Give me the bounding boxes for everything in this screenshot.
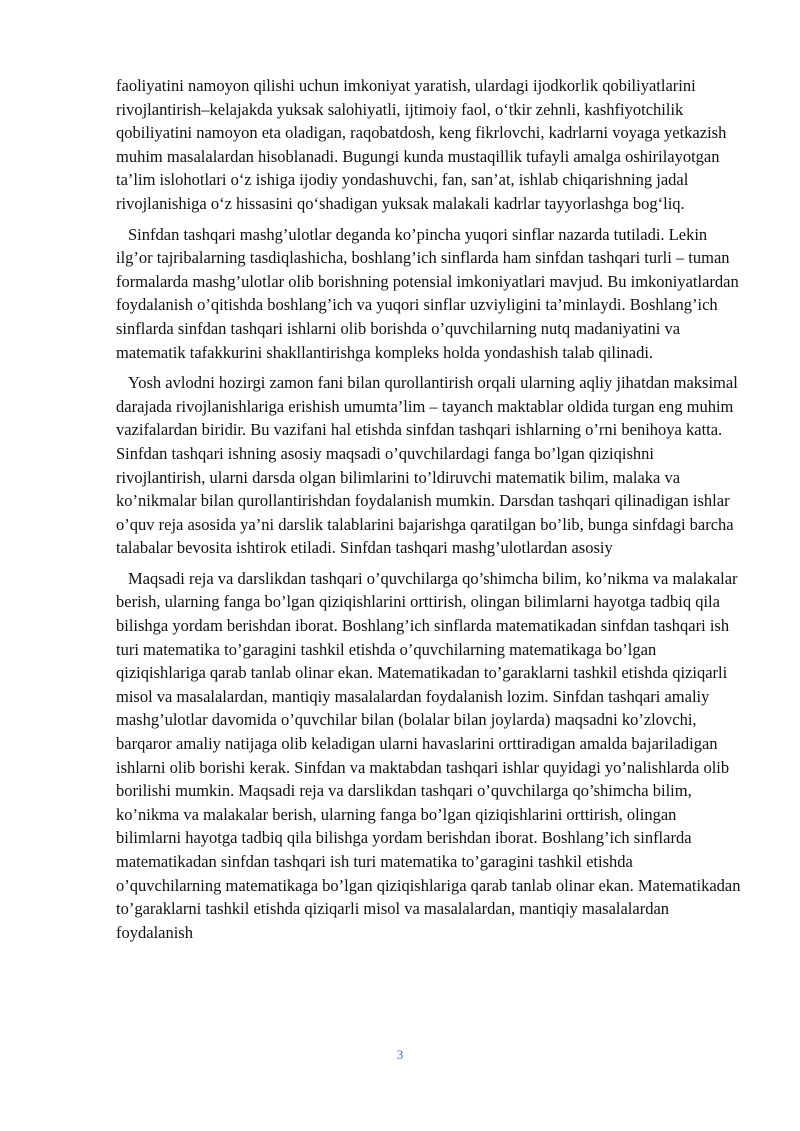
paragraph-2: Sinfdan tashqari mashg’ulotlar deganda ko’pincha yuqori sinflar nazarda tutiladi. Lekin ilg’or tajribalarning tasdiqlashicha, boshlang’ich sinflarda ham sinfdan tashqari turli – tuman formalarda mashg’ulotlar olib borishning potensial imkoniyatlari mavjud. Bu imkoniyatlardan foydalanish o’qitishda boshlang’ich va yuqori sinflar uzviyligini ta’minlaydi. Boshlang’ich sinflarda sinfdan tashqari ishlarni olib borishda o’quvchilarning nutq madaniyatini va matematik tafakkurini shakllantirishga kompleks holda yondashish talab qilinadi. <box>116 224 739 362</box>
paragraph-4: Maqsadi reja va darslikdan tashqari o’quvchilarga qo’shimcha bilim, ko’nikma va malakalar berish, ularning fanga bo’lgan qiziqishlarini orttirish, olingan bilimlarni hayotga tadbiq qila bilishga yordam berishdan iborat. Boshlang’ich sinflarda matematikadan sinfdan tashqari ish turi matematika to’garagini tashkil etishda o’quvchilarning matematikaga bo’lgan qiziqishlariga qarab tanlab olinar ekan. Matematikadan to’garaklarni tashkil etishda qiziqarli misol va masalalardan, mantiqiy masalalardan foydalanish lozim. Sinfdan tashqari amaliy mashg’ulotlar davomida o’quvchilar bilan (bolalar bilan joylarda) maqsadni ko’zlovchi, barqaror amaliy natijaga olib keladigan ularni havaslarini orttiradigan amalda bajariladigan ishlarni olib borishi kerak. Sinfdan va maktabdan tashqari ishlar quyidagi yo’nalishlarda olib borilishi mumkin. Maqsadi reja va darslikdan tashqari o’quvchilarga qo’shimcha bilim, ko’nikma va malakalar berish, ularning fanga bo’lgan qiziqishlarini orttirish, olingan bilimlarni hayotga tadbiq qila bilishga yordam berishdan iborat. Boshlang’ich sinflarda matematikadan sinfdan tashqari ish turi matematika to’garagini tashkil etishda o’quvchilarning matematikaga bo’lgan qiziqishlariga qarab tanlab olinar ekan. Matematikadan to’garaklarni tashkil etishda qiziqarli misol va masalalardan, mantiqiy masalalardan foydalanish <box>116 568 741 942</box>
page-number: 3 <box>396 1047 404 1062</box>
paragraph-1: faoliyatini namoyon qilishi uchun imkoniyat yaratish, ulardagi ijodkorlik qobiliyatlarini rivojlantirish–kelajakda yuksak salohiyatli, ijtimoiy faol, o‘tkir zehnli, kashfiyotchilik qobiliyatini namoyon eta oladigan, raqobatdosh, keng fikrlovchi, kadrlarni voyaga yetkazish muhim masalalardan hisoblanadi. Bugungi kunda mustaqillik tufayli amalga oshirilayotgan ta’lim islohotlari o‘z ishiga ijodiy yondashuvchi, fan, san’at, ishlab chiqarishning jadal rivojlanishiga o‘z hissasini qo‘shadigan yuksak malakali kadrlar tayyorlashga bog‘liq. <box>116 76 727 213</box>
paragraph-3: Yosh avlodni hozirgi zamon fani bilan qurollantirish orqali ularning aqliy jihatdan maksimal darajada rivojlanishlariga erishish umumta’lim – tayanch maktablar oldida turgan eng muhim vazifalardan biridir. Bu vazifani hal etishda sinfdan tashqari ishlarning o’rni benihoya katta. Sinfdan tashqari ishning asosiy maqsadi o’quvchilardagi fanga bo’lgan qiziqishni rivojlantirish, ularni darsda olgan bilimlarini to’ldiruvchi matematik bilim, malaka va ko’nikmalar bilan qurollantirishdan foydalanish mumkin. Darsdan tashqari qilinadigan ishlar o’quv reja asosida ya’ni darslik talablarini bajarishga qaratilgan bo’lib, bunga sinfdagi barcha talabalar bevosita ishtirok etiladi. Sinfdan tashqari mashg’ulotlardan asosiy <box>116 373 738 558</box>
body-text <box>116 74 741 944</box>
